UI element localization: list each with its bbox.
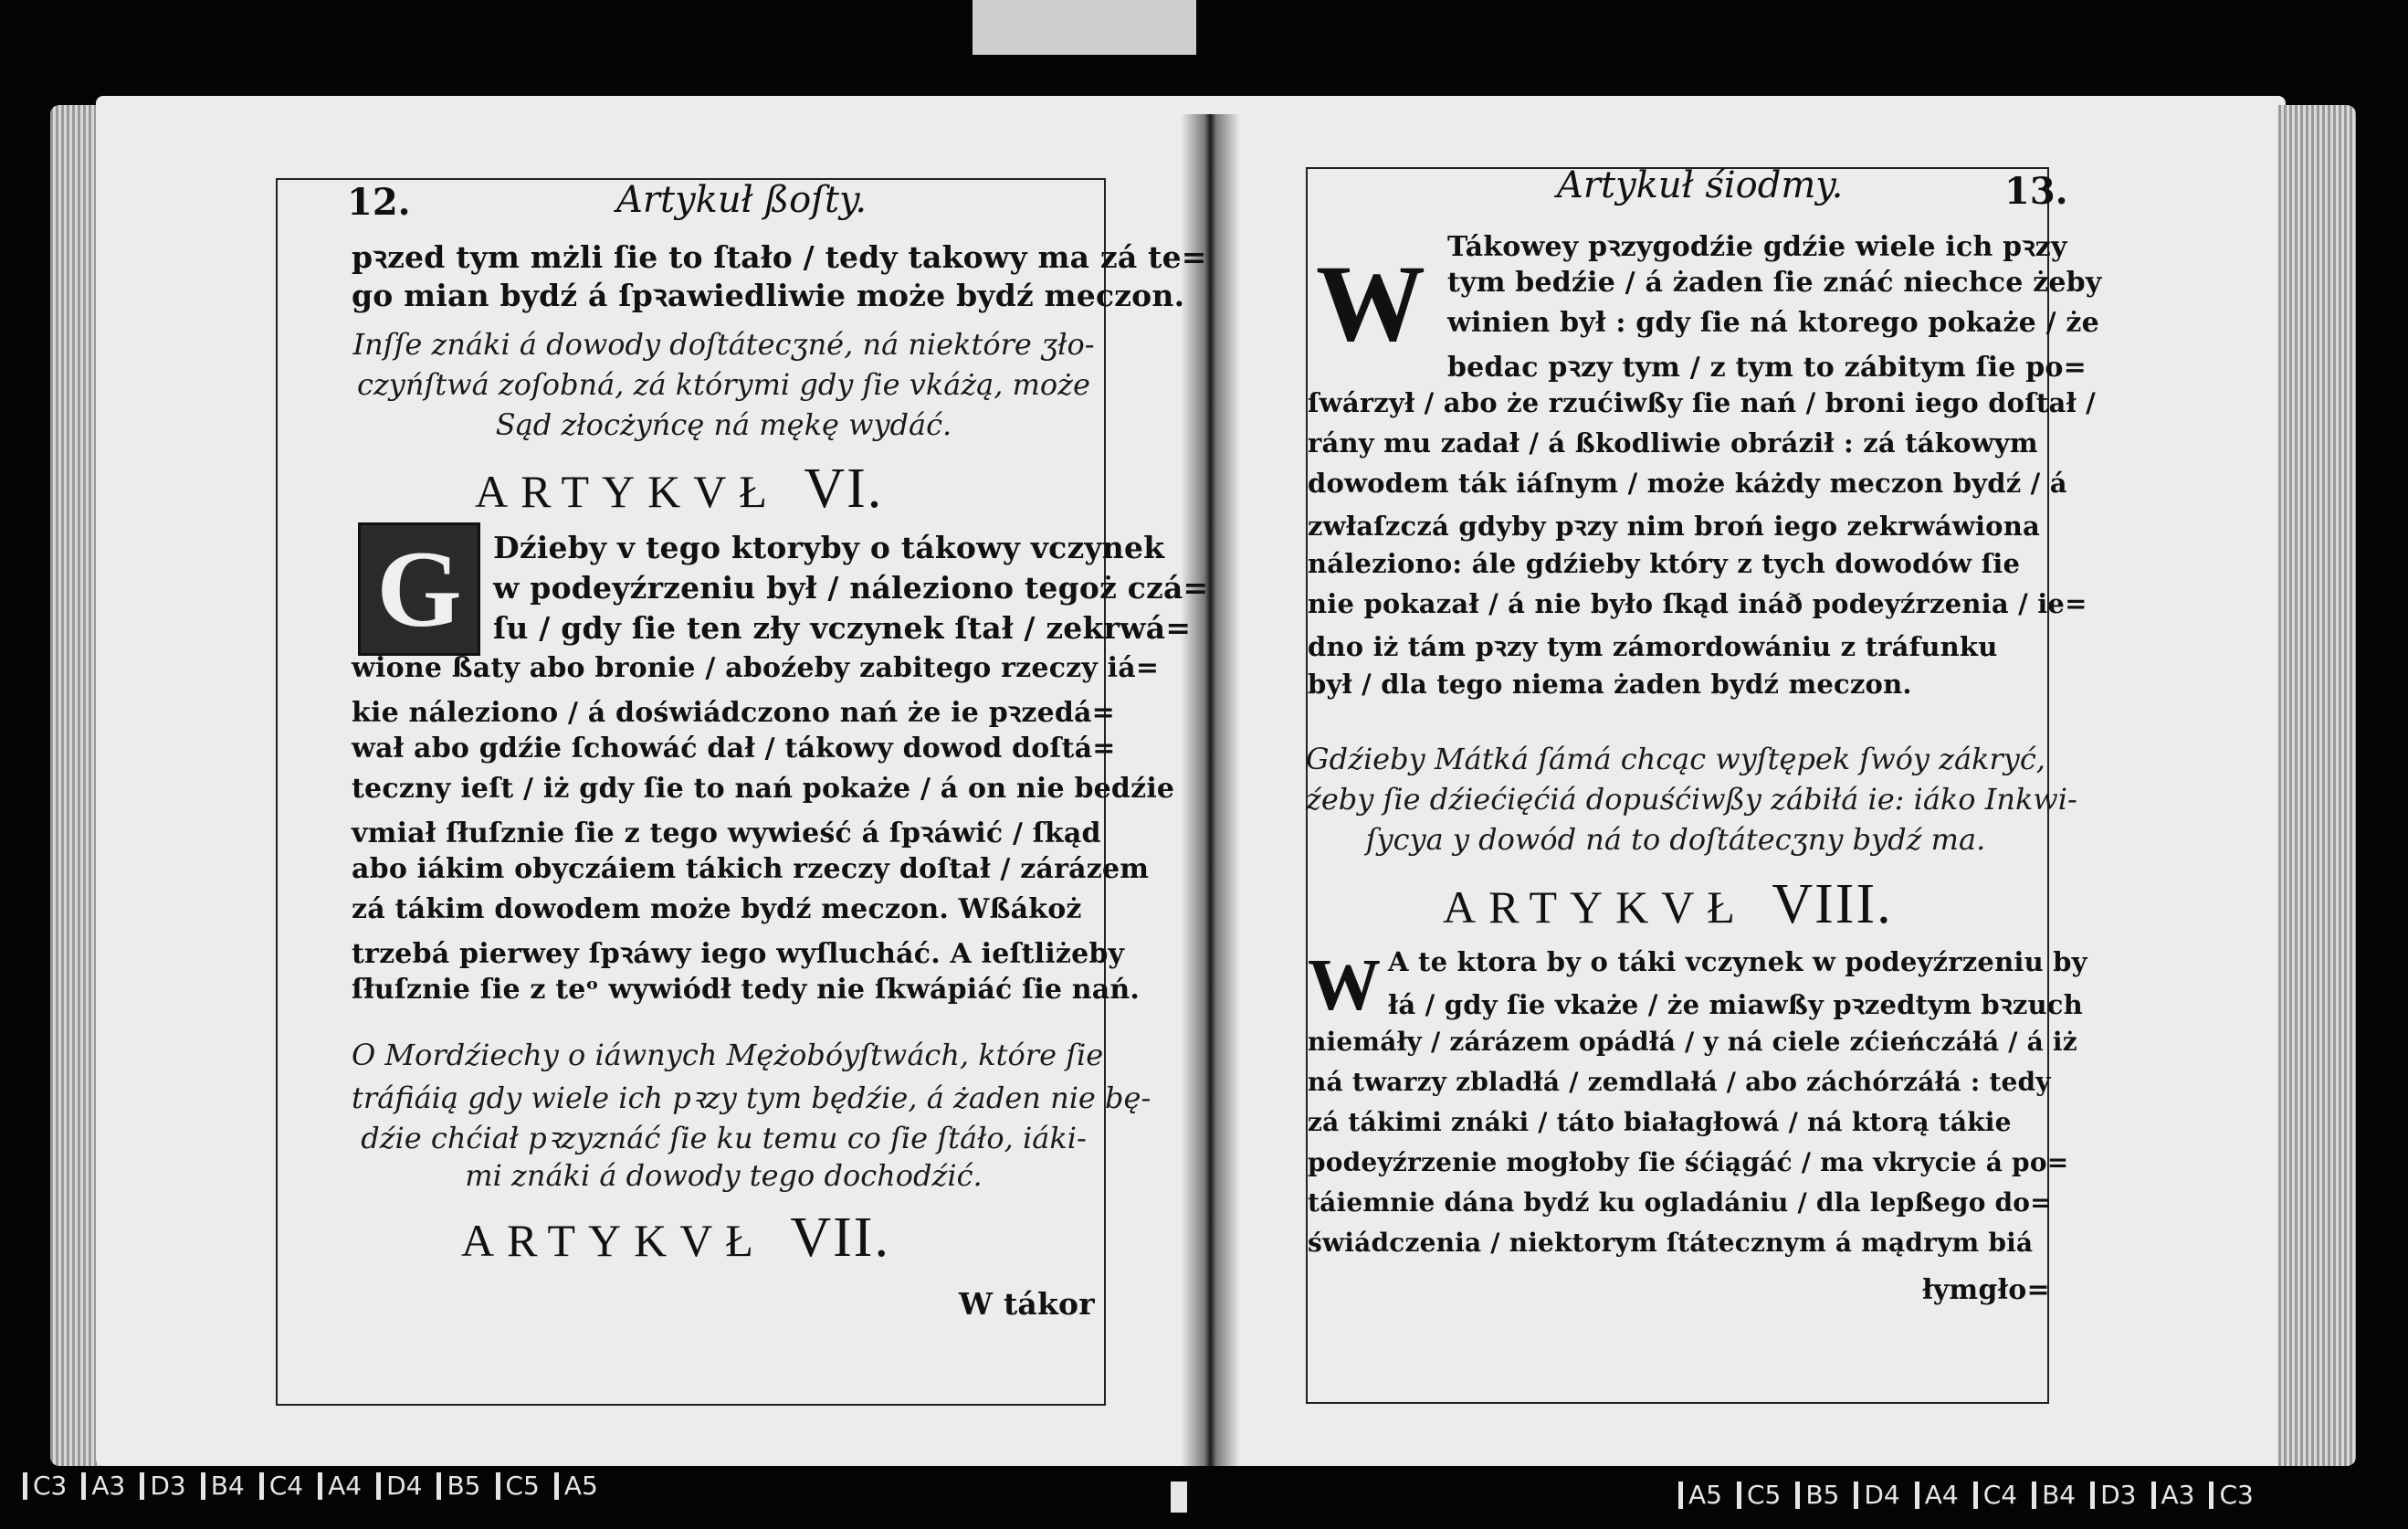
decorated-initial-w: W <box>1308 945 1381 1026</box>
left-note-line: dźie chćiał pꝛzyznáć ſie ku temu co ſie ſtáło, iáki- <box>361 1121 1087 1155</box>
left-note-line: Sąd złocżyńcę ná mękę wydáć. <box>495 407 952 442</box>
film-index-label: B5 <box>1795 1482 1854 1509</box>
decorated-initial-g: G <box>358 522 480 656</box>
film-index-label: A4 <box>1915 1482 1973 1509</box>
film-index-label: A5 <box>554 1472 613 1500</box>
article-6-line: wał abo gdźie ſchowáć dał / tákowy dowod doſtá= <box>352 733 1116 764</box>
film-index-label: D3 <box>2090 1482 2150 1509</box>
article-8-line: łá / gdy ſie vkaże / że miawßy pꝛzedtym bꝛzuch <box>1388 989 2083 1020</box>
film-index-left <box>23 1472 613 1500</box>
film-index-right <box>1678 1482 2268 1509</box>
film-index-label: C5 <box>1737 1482 1795 1509</box>
article-8-line: świádczenia / niektorym ſtátecznym á mądrym biá <box>1308 1228 2034 1258</box>
article-6-line: teczny ieſt / iż gdy ſie to nań pokaże / á on nie bedźie <box>352 773 1175 805</box>
article-7-number: VII. <box>790 1207 890 1269</box>
article-6-line: trzebá pierwey ſpꝛáwy iego wyſlucháć. A ieſtliżeby <box>352 938 1125 970</box>
film-index-label: C3 <box>2209 1482 2267 1509</box>
article-6-line: abo iákim obyczáiem tákich rzeczy doſtał / zárázem <box>352 853 1150 885</box>
right-page-number: 13. <box>2004 170 2068 213</box>
article-6-number: VI. <box>804 458 884 520</box>
intro-line: rány mu zadał / á ßkodliwie obráził : zá tákowym <box>1308 427 2038 459</box>
article-6-line: vmiał ſłuſznie ſie z tego wywieść á ſpꝛáwić / ſkąd <box>352 817 1101 849</box>
article-8-heading <box>1443 872 1893 937</box>
article-8-line: A te ktora by o táki vczynek w podeyźrzeniu by <box>1388 946 2087 977</box>
left-note-line: czyńſtwá zoſobná, zá którymi gdy ſie vkáżą, może <box>357 367 1090 402</box>
intro-line: był / dla tego niema żaden bydź meczon. <box>1308 669 1912 700</box>
article-6-heading <box>475 457 883 522</box>
film-frame-marker <box>1171 1482 1187 1513</box>
left-continuation-line: go mian bydź á ſpꝛawiedliwie może bydź meczon. <box>352 278 1185 313</box>
left-note-line: O Mordźiechy o iáwnych Mężobóyſtwách, które ſie <box>352 1038 1104 1072</box>
article-6-line: ſu / gdy ſie ten zły vczynek ſtał / zekrwá= <box>493 610 1192 646</box>
right-page-edges <box>2278 105 2356 1466</box>
film-index-label: C5 <box>496 1472 554 1500</box>
left-page-number: 12. <box>347 181 411 224</box>
left-note-line: tráfiáią gdy wiele ich pꝛzy tym będźie, á żaden nie bę- <box>352 1081 1151 1115</box>
film-index-label: A5 <box>1678 1482 1737 1509</box>
article-6-line: wione ßaty abo bronie / aboźeby zabitego rzeczy iá= <box>352 652 1160 684</box>
intro-line: winien był : gdy ſie ná ktorego pokaże / że <box>1447 307 2099 339</box>
film-index-label: B4 <box>2032 1482 2090 1509</box>
article-6-line: ſłuſznie ſie z teᵒ wywiódł tedy nie ſkwápiáć ſie nań. <box>352 974 1141 1006</box>
article-7-heading <box>461 1206 890 1271</box>
book-gutter <box>1181 114 1240 1466</box>
article-8-heading-word: ARTYKVŁ <box>1443 881 1748 933</box>
left-running-header: Artykuł ßoſty. <box>616 179 868 221</box>
intro-line: dno iż tám pꝛzy tym zámordowániu z tráfunku <box>1308 631 1998 662</box>
article-8-line: táiemnie dána bydź ku ogladániu / dla lepßego do= <box>1308 1187 2052 1218</box>
left-catchword: W tákor <box>959 1286 1095 1322</box>
article-8-line: podeyźrzenie mogłoby ſie śćiągáć / ma vkrycie á po= <box>1308 1147 2069 1177</box>
right-note-line: Gdźieby Mátká ſámá chcąc wyſtępek ſwóy zákryć, <box>1306 742 2045 776</box>
right-running-header: Artykuł śiodmy. <box>1557 164 1844 206</box>
film-index-label: D4 <box>1854 1482 1914 1509</box>
film-index-label: A3 <box>2151 1482 2210 1509</box>
decorated-initial-w: W <box>1315 239 1426 367</box>
article-8-number: VIII. <box>1772 873 1893 935</box>
article-8-line: zá tákimi znáki / táto białagłowá / ná ktorą tákie <box>1308 1107 2012 1137</box>
article-6-line: zá tákim dowodem może bydź meczon. Wßákoż <box>352 893 1082 925</box>
left-note-line: mi znáki á dowody tego dochodźić. <box>465 1158 983 1193</box>
intro-line: ſwárzył / abo że rzućiwßy ſie nań / broni iego doſtał / <box>1308 387 2096 418</box>
intro-line: Tákowey pꝛzygodźie gdźie wiele ich pꝛzy <box>1447 231 2067 263</box>
article-6-line: kie náleziono / á doświádczono nań że ie pꝛzedá= <box>352 697 1116 729</box>
left-note-line: Inſſe znáki á dowody doſtátecʒné, ná niektóre ʒło- <box>352 327 1095 362</box>
article-8-line: ná twarzy zbladłá / zemdlałá / abo záchórzáłá : tedy <box>1308 1067 2051 1097</box>
intro-line: bedac pꝛzy tym / z tym to zábitym ſie po= <box>1447 352 2087 384</box>
article-8-line: niemáły / zárázem opádłá / y ná ciele zćieńczáłá / á iż <box>1308 1027 2077 1057</box>
article-6-line: Dźieby v tego ktoryby o tákowy vczynek <box>493 530 1165 565</box>
film-index-label: D3 <box>140 1472 200 1500</box>
film-index-label: C4 <box>1973 1482 2032 1509</box>
right-note-line: ſycya y dowód ná to doſtátecʒny bydź ma. <box>1365 822 1986 857</box>
film-index-label: C3 <box>23 1472 81 1500</box>
intro-line: nie pokazał / á nie było ſkąd ináð podeyźrzenia / ie= <box>1308 588 2087 619</box>
article-6-heading-word: ARTYKVŁ <box>475 466 780 517</box>
left-continuation-line: pꝛzed tym mżli ſie to ſtało / tedy takowy ma zá te= <box>352 239 1207 275</box>
intro-line: dowodem ták iáſnym / może káżdy meczon bydź / á <box>1308 468 2067 499</box>
film-overexposed-patch <box>973 0 1196 55</box>
right-catchword: łymgło= <box>1922 1274 2050 1306</box>
film-index-label: B5 <box>436 1472 495 1500</box>
intro-line: zwłaſzczá gdyby pꝛzy nim broń iego zekrwáwiona <box>1308 511 2040 542</box>
right-note-line: źeby ſie dźiećięćiá dopuśćiwßy zábiłá ie: iáko Inkwi- <box>1306 782 2077 817</box>
film-index-label: C4 <box>259 1472 318 1500</box>
article-6-line: w podeyźrzeniu był / náleziono tegoż czá= <box>493 570 1209 606</box>
intro-line: náleziono: ále gdźieby który z tych dowodów ſie <box>1308 548 2021 579</box>
film-index-label: B4 <box>201 1472 259 1500</box>
film-index-label: A3 <box>81 1472 140 1500</box>
intro-line: tym bedźie / á żaden ſie znáć niechce żeby <box>1447 267 2102 299</box>
article-7-heading-word: ARTYKVŁ <box>461 1215 766 1266</box>
film-index-label: A4 <box>318 1472 376 1500</box>
film-index-label: D4 <box>376 1472 436 1500</box>
